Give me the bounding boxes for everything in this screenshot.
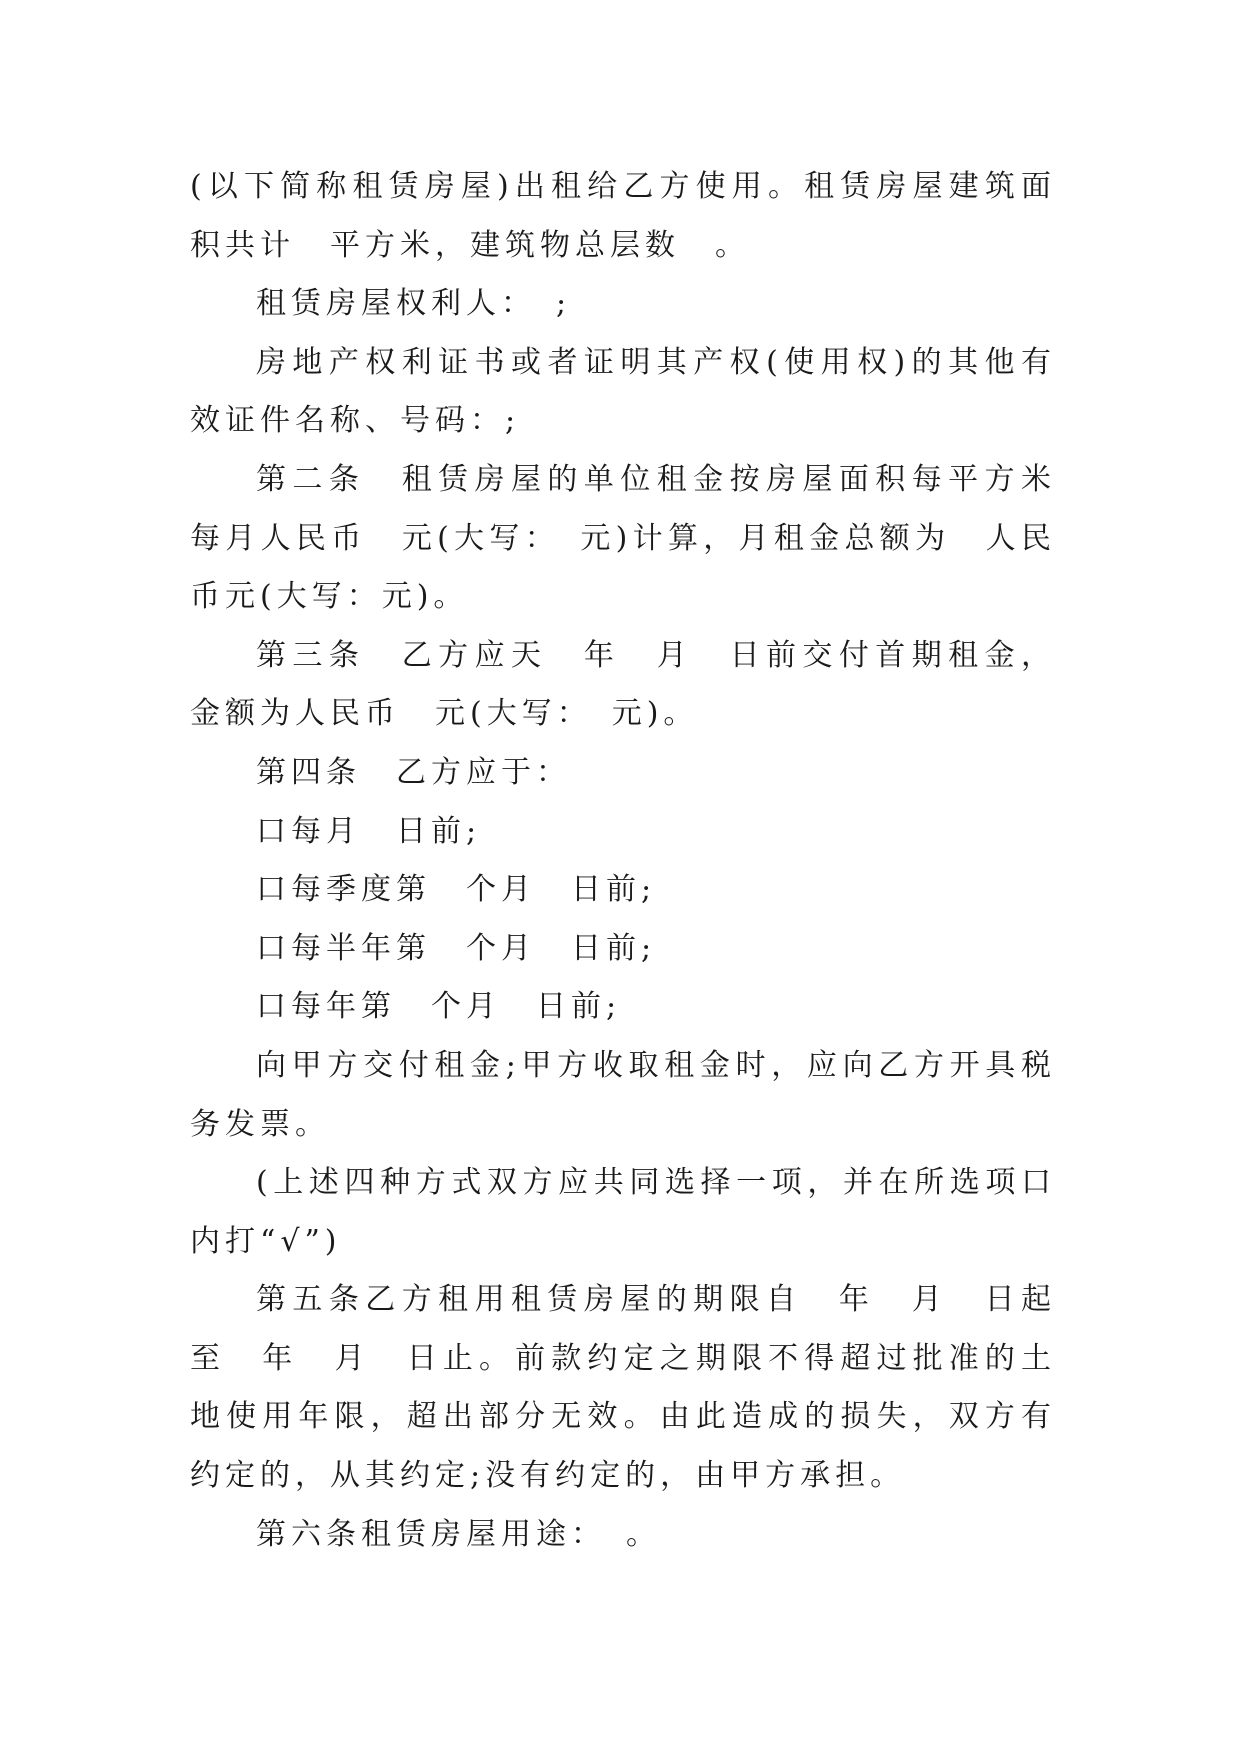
option-half-yearly: 口每半年第 个月 日前; bbox=[256, 930, 657, 966]
paragraph-rights-holder: 租赁房屋权利人： ; bbox=[256, 286, 572, 322]
option-monthly: 口每月 日前; bbox=[256, 813, 482, 849]
document-body bbox=[190, 158, 1056, 1564]
paragraph-payment-invoice: 向甲方交付租金;甲方收取租金时，应向乙方开具税务发票。 bbox=[190, 1047, 1056, 1142]
option-quarterly: 口每季度第 个月 日前; bbox=[256, 872, 657, 908]
paragraph-article-5-term: 第五条乙方租用租赁房屋的期限自 年 月 日起至 年 月 日止。前款约定之期限不得超过批准的土地使用年限，超出部分无效。由此造成的损失，双方有约定的，从其约定;没有约定的，由甲方承担。 bbox=[190, 1282, 1056, 1494]
paragraph-selection-note: (上述四种方式双方应共同选择一项，并在所选项口内打“√”) bbox=[190, 1165, 1056, 1259]
option-yearly: 口每年第 个月 日前; bbox=[256, 989, 622, 1025]
paragraph-premises-area: (以下简称租赁房屋)出租给乙方使用。租赁房屋建筑面积共计 平方米，建筑物总层数 。 bbox=[190, 169, 1056, 263]
paragraph-article-6-use: 第六条租赁房屋用途： 。 bbox=[256, 1516, 661, 1552]
paragraph-article-4-intro: 第四条 乙方应于： bbox=[256, 754, 571, 790]
paragraph-article-2-rent: 第二条 租赁房屋的单位租金按房屋面积每平方米每月人民币 元(大写： 元)计算，月租金总额为 人民币元(大写：元)。 bbox=[190, 461, 1056, 615]
paragraph-title-certificate: 房地产权利证书或者证明其产权(使用权)的其他有效证件名称、号码：; bbox=[190, 344, 1056, 439]
paragraph-article-3-first-payment: 第三条 乙方应天 年 月 日前交付首期租金，金额为人民币 元(大写： 元)。 bbox=[190, 637, 1056, 732]
